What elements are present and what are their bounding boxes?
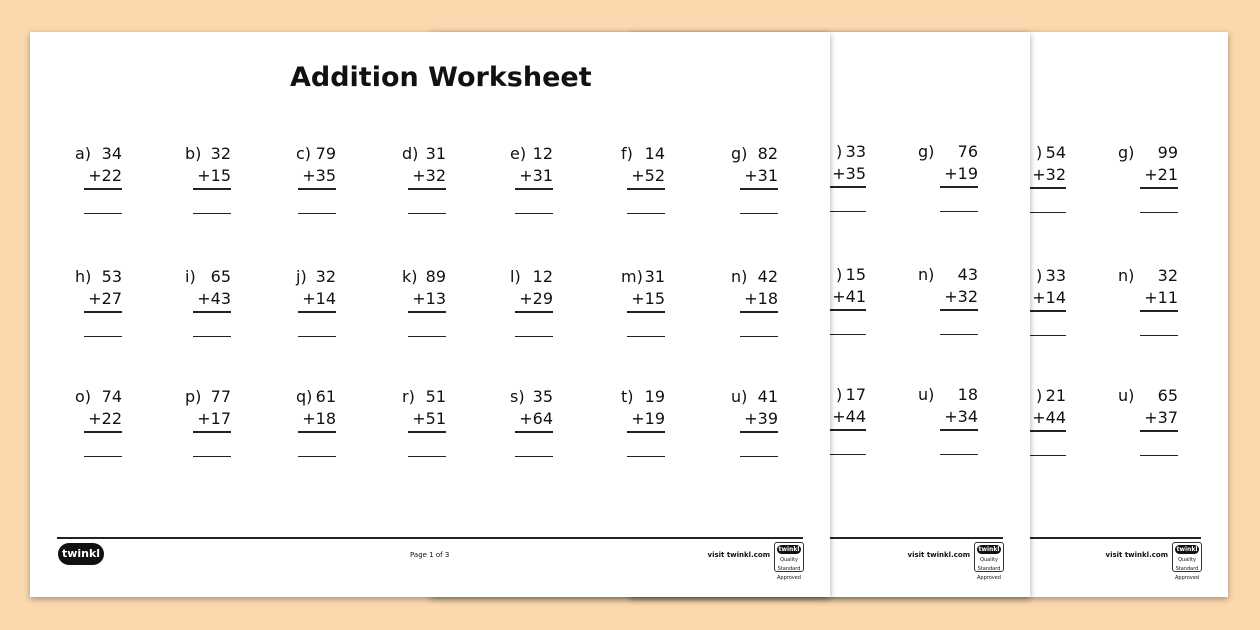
sum-line bbox=[408, 431, 446, 433]
addend-2: +14 bbox=[1032, 288, 1066, 307]
addition-problem bbox=[493, 144, 553, 214]
problem-label: l) bbox=[510, 267, 521, 286]
addend-1: 53 bbox=[101, 267, 122, 286]
problem-label: k) bbox=[402, 267, 418, 286]
answer-line[interactable] bbox=[828, 454, 866, 455]
addend-2: +29 bbox=[519, 289, 553, 308]
sum-line bbox=[1140, 430, 1178, 432]
sum-line bbox=[627, 311, 665, 313]
problem-label: u) bbox=[918, 385, 935, 404]
answer-line[interactable] bbox=[828, 334, 866, 335]
addend-1: 21 bbox=[1045, 386, 1066, 405]
answer-line[interactable] bbox=[515, 336, 553, 337]
problem-label: ) bbox=[1036, 266, 1043, 285]
addend-1: 51 bbox=[425, 387, 446, 406]
addend-1: 19 bbox=[644, 387, 665, 406]
sum-line bbox=[193, 431, 231, 433]
sum-line bbox=[828, 186, 866, 188]
problem-label: u) bbox=[731, 387, 748, 406]
sum-line bbox=[515, 188, 553, 190]
problem-label: o) bbox=[75, 387, 92, 406]
problem-label: s) bbox=[510, 387, 525, 406]
addition-problem bbox=[1118, 143, 1178, 213]
addend-1: 42 bbox=[757, 267, 778, 286]
page-number: Page 1 of 3 bbox=[410, 551, 450, 559]
sum-line bbox=[740, 311, 778, 313]
sum-line bbox=[627, 188, 665, 190]
addition-problem bbox=[718, 144, 778, 214]
addend-1: 79 bbox=[315, 144, 336, 163]
addend-1: 82 bbox=[757, 144, 778, 163]
addend-2: +37 bbox=[1144, 408, 1178, 427]
answer-line[interactable] bbox=[515, 213, 553, 214]
problem-label: t) bbox=[621, 387, 634, 406]
addend-2: +44 bbox=[832, 407, 866, 426]
addition-problem bbox=[918, 142, 978, 212]
answer-line[interactable] bbox=[940, 211, 978, 212]
addition-problem bbox=[62, 387, 122, 457]
addend-2: +35 bbox=[832, 164, 866, 183]
answer-line[interactable] bbox=[298, 213, 336, 214]
addition-problem bbox=[605, 267, 665, 337]
answer-line[interactable] bbox=[828, 211, 866, 212]
badge-logo: twinkl bbox=[1176, 546, 1198, 553]
sum-line bbox=[940, 309, 978, 311]
addend-2: +15 bbox=[631, 289, 665, 308]
badge-logo: twinkl bbox=[778, 546, 800, 553]
sum-line bbox=[940, 429, 978, 431]
addition-problem bbox=[171, 387, 231, 457]
addend-1: 89 bbox=[425, 267, 446, 286]
addend-2: +19 bbox=[944, 164, 978, 183]
addend-1: 31 bbox=[644, 267, 665, 286]
addend-1: 32 bbox=[315, 267, 336, 286]
answer-line[interactable] bbox=[740, 213, 778, 214]
addend-1: 32 bbox=[210, 144, 231, 163]
sum-line bbox=[515, 431, 553, 433]
problem-label: i) bbox=[185, 267, 196, 286]
problem-label: j) bbox=[296, 267, 307, 286]
problem-label: f) bbox=[621, 144, 633, 163]
addend-2: +32 bbox=[1032, 165, 1066, 184]
problem-label: p) bbox=[185, 387, 202, 406]
addend-1: 43 bbox=[957, 265, 978, 284]
sum-line bbox=[627, 431, 665, 433]
badge-text: Quality Standard Approved bbox=[777, 557, 801, 581]
badge-logo: twinkl bbox=[978, 546, 1000, 553]
sum-line bbox=[193, 188, 231, 190]
addend-2: +17 bbox=[197, 409, 231, 428]
addend-1: 54 bbox=[1045, 143, 1066, 162]
problem-label: ) bbox=[1036, 143, 1043, 162]
addend-1: 33 bbox=[1045, 266, 1066, 285]
problem-label: a) bbox=[75, 144, 92, 163]
sum-line bbox=[1028, 310, 1066, 312]
addition-problem bbox=[918, 385, 978, 455]
addition-problem bbox=[605, 387, 665, 457]
badge-text: Quality Standard Approved bbox=[1175, 557, 1199, 581]
sum-line bbox=[1140, 187, 1178, 189]
addend-1: 31 bbox=[425, 144, 446, 163]
addend-1: 61 bbox=[315, 387, 336, 406]
answer-line[interactable] bbox=[1028, 212, 1066, 213]
sum-line bbox=[1028, 430, 1066, 432]
addend-2: +31 bbox=[519, 166, 553, 185]
addend-2: +41 bbox=[832, 287, 866, 306]
addend-1: 41 bbox=[757, 387, 778, 406]
answer-line[interactable] bbox=[1140, 335, 1178, 336]
answer-line[interactable] bbox=[740, 456, 778, 457]
sum-line bbox=[1140, 310, 1178, 312]
answer-line[interactable] bbox=[1140, 212, 1178, 213]
problem-label: n) bbox=[731, 267, 748, 286]
problem-label: ) bbox=[836, 142, 843, 161]
worksheet-page-1 bbox=[30, 32, 830, 597]
problem-label: e) bbox=[510, 144, 527, 163]
addend-2: +39 bbox=[744, 409, 778, 428]
addend-2: +21 bbox=[1144, 165, 1178, 184]
answer-line[interactable] bbox=[408, 213, 446, 214]
addend-1: 17 bbox=[845, 385, 866, 404]
addition-problem bbox=[718, 267, 778, 337]
addition-problem bbox=[276, 267, 336, 337]
addend-1: 74 bbox=[101, 387, 122, 406]
sum-line bbox=[408, 311, 446, 313]
answer-line[interactable] bbox=[193, 336, 231, 337]
answer-line[interactable] bbox=[408, 456, 446, 457]
answer-line[interactable] bbox=[627, 456, 665, 457]
page-title: Addition Worksheet bbox=[290, 62, 592, 93]
answer-line[interactable] bbox=[1028, 335, 1066, 336]
addend-1: 14 bbox=[644, 144, 665, 163]
addend-1: 35 bbox=[532, 387, 553, 406]
addend-2: +18 bbox=[302, 409, 336, 428]
addend-2: +11 bbox=[1144, 288, 1178, 307]
problem-label: ) bbox=[1036, 386, 1043, 405]
addend-1: 65 bbox=[210, 267, 231, 286]
answer-line[interactable] bbox=[193, 456, 231, 457]
sum-line bbox=[408, 188, 446, 190]
addend-2: +34 bbox=[944, 407, 978, 426]
answer-line[interactable] bbox=[1140, 455, 1178, 456]
problem-label: c) bbox=[296, 144, 312, 163]
footer-divider bbox=[57, 537, 803, 539]
problem-label: m) bbox=[621, 267, 643, 286]
sum-line bbox=[828, 429, 866, 431]
addend-2: +22 bbox=[88, 409, 122, 428]
addend-2: +31 bbox=[744, 166, 778, 185]
problem-label: ) bbox=[836, 265, 843, 284]
answer-line[interactable] bbox=[84, 336, 122, 337]
sum-line bbox=[193, 311, 231, 313]
sum-line bbox=[298, 311, 336, 313]
addend-1: 33 bbox=[845, 142, 866, 161]
problem-label: r) bbox=[402, 387, 415, 406]
problem-label: g) bbox=[731, 144, 748, 163]
addend-2: +32 bbox=[412, 166, 446, 185]
problem-label: b) bbox=[185, 144, 202, 163]
problem-label: q) bbox=[296, 387, 313, 406]
addend-2: +44 bbox=[1032, 408, 1066, 427]
visit-link: visit twinkl.com bbox=[907, 551, 970, 559]
addend-2: +18 bbox=[744, 289, 778, 308]
sum-line bbox=[740, 188, 778, 190]
addition-problem bbox=[386, 387, 446, 457]
addition-problem bbox=[1118, 386, 1178, 456]
answer-line[interactable] bbox=[298, 336, 336, 337]
sum-line bbox=[298, 431, 336, 433]
answer-line[interactable] bbox=[515, 456, 553, 457]
answer-line[interactable] bbox=[84, 213, 122, 214]
badge-text: Quality Standard Approved bbox=[977, 557, 1001, 581]
visit-link: visit twinkl.com bbox=[707, 551, 770, 559]
problem-label: n) bbox=[918, 265, 935, 284]
addend-1: 99 bbox=[1157, 143, 1178, 162]
addition-problem bbox=[276, 144, 336, 214]
addition-problem bbox=[276, 387, 336, 457]
addend-2: +15 bbox=[197, 166, 231, 185]
addend-1: 65 bbox=[1157, 386, 1178, 405]
addition-problem bbox=[493, 387, 553, 457]
addition-problem bbox=[62, 267, 122, 337]
quality-badge-icon bbox=[1172, 542, 1202, 581]
sum-line bbox=[84, 431, 122, 433]
addend-2: +14 bbox=[302, 289, 336, 308]
problem-label: g) bbox=[918, 142, 935, 161]
addend-2: +32 bbox=[944, 287, 978, 306]
addend-2: +43 bbox=[197, 289, 231, 308]
addend-2: +51 bbox=[412, 409, 446, 428]
addition-problem bbox=[718, 387, 778, 457]
addend-1: 12 bbox=[532, 144, 553, 163]
answer-line[interactable] bbox=[1028, 455, 1066, 456]
problem-label: d) bbox=[402, 144, 419, 163]
sum-line bbox=[828, 309, 866, 311]
addend-1: 77 bbox=[210, 387, 231, 406]
sum-line bbox=[1028, 187, 1066, 189]
addend-2: +19 bbox=[631, 409, 665, 428]
twinkl-logo: twinkl bbox=[58, 543, 104, 565]
addition-problem bbox=[1118, 266, 1178, 336]
addend-1: 76 bbox=[957, 142, 978, 161]
addend-1: 15 bbox=[845, 265, 866, 284]
problem-label: n) bbox=[1118, 266, 1135, 285]
addition-problem bbox=[171, 267, 231, 337]
sum-line bbox=[940, 186, 978, 188]
sum-line bbox=[515, 311, 553, 313]
sum-line bbox=[84, 311, 122, 313]
addition-problem bbox=[386, 144, 446, 214]
addition-problem bbox=[171, 144, 231, 214]
problem-label: u) bbox=[1118, 386, 1135, 405]
addition-problem bbox=[605, 144, 665, 214]
addend-2: +52 bbox=[631, 166, 665, 185]
problem-label: ) bbox=[836, 385, 843, 404]
addition-problem bbox=[493, 267, 553, 337]
addend-1: 34 bbox=[101, 144, 122, 163]
addend-1: 32 bbox=[1157, 266, 1178, 285]
addend-2: +13 bbox=[412, 289, 446, 308]
answer-line[interactable] bbox=[193, 213, 231, 214]
addend-2: +35 bbox=[302, 166, 336, 185]
addition-problem bbox=[386, 267, 446, 337]
answer-line[interactable] bbox=[940, 334, 978, 335]
addition-problem bbox=[918, 265, 978, 335]
addend-1: 12 bbox=[532, 267, 553, 286]
addition-problem bbox=[62, 144, 122, 214]
answer-line[interactable] bbox=[298, 456, 336, 457]
answer-line[interactable] bbox=[84, 456, 122, 457]
addend-2: +64 bbox=[519, 409, 553, 428]
answer-line[interactable] bbox=[408, 336, 446, 337]
problem-label: g) bbox=[1118, 143, 1135, 162]
addend-2: +27 bbox=[88, 289, 122, 308]
answer-line[interactable] bbox=[627, 213, 665, 214]
quality-badge-icon bbox=[774, 542, 804, 581]
problem-label: h) bbox=[75, 267, 92, 286]
sum-line bbox=[740, 431, 778, 433]
addend-1: 18 bbox=[957, 385, 978, 404]
addend-2: +22 bbox=[88, 166, 122, 185]
answer-line[interactable] bbox=[940, 454, 978, 455]
sum-line bbox=[298, 188, 336, 190]
answer-line[interactable] bbox=[740, 336, 778, 337]
sum-line bbox=[84, 188, 122, 190]
answer-line[interactable] bbox=[627, 336, 665, 337]
quality-badge-icon bbox=[974, 542, 1004, 581]
visit-link: visit twinkl.com bbox=[1105, 551, 1168, 559]
